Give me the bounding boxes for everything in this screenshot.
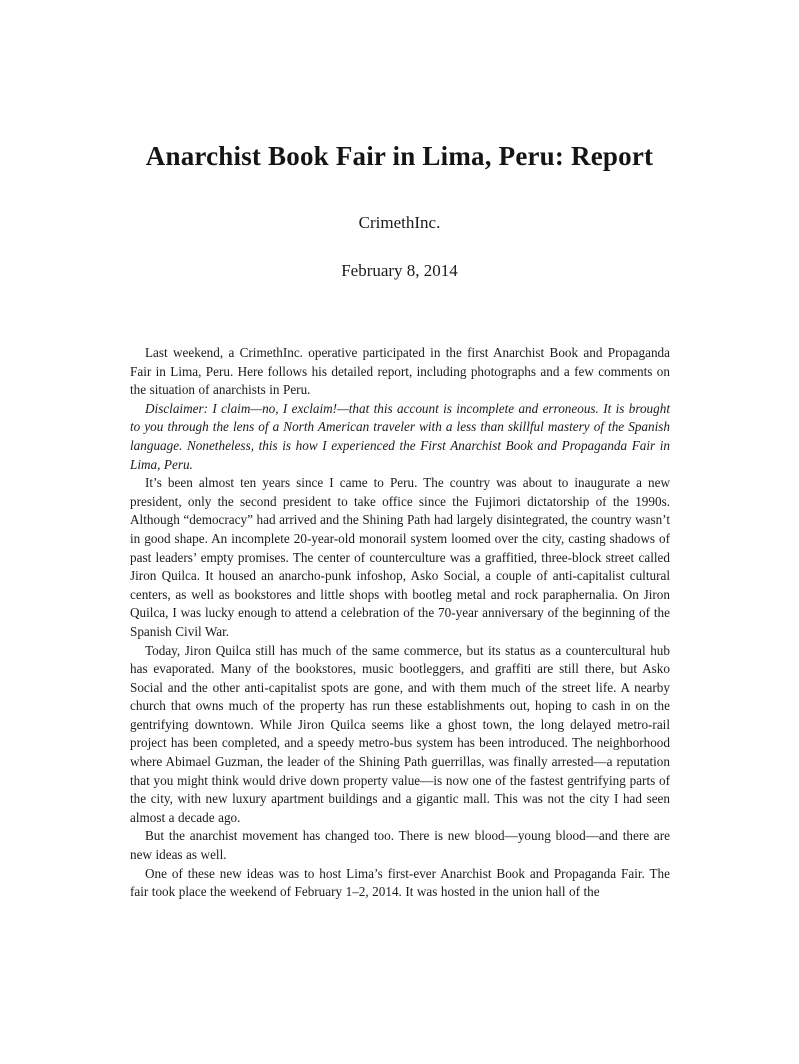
paragraph: It’s been almost ten years since I came to Peru. The country was about to inaugurate a new president, only the second president to take office since the Fujimori dictatorship of the 1990s. Although “democracy” had arrived and the Shining Path had largely disintegrated, the country wasn’t in good shape. An incomplete 20-year-old monorail system loomed over the city, casting shadows of past leaders’ empty promises. The center of counterculture was a graffitied, three-block street called Jiron Quilca. It housed an anarcho-punk infoshop, Asko Social, a couple of anti-capitalist cultural centers, as well as bookstores and little shops with bootleg metal and rock paraphernalia. On Jiron Quilca, I was lucky enough to attend a celebration of the 70-year anniversary of the beginning of the Spanish Civil War.	[130, 475, 670, 639]
paragraph: Today, Jiron Quilca still has much of the same commerce, but its status as a countercultural hub has evaporated. Many of the bookstores, music bootleggers, and graffiti are still there, but Asko Social and the other anti-capitalist spots are gone, and with them much of the street life. A nearby church that owns much of the property has run these establishments out, hoping to cash in on the gentrifying downtown. While Jiron Quilca seems like a ghost town, the long delayed metro-rail project has been completed, and a speedy metro-bus system has been introduced. The neighborhood where Abimael Guzman, the leader of the Shining Path guerrillas, was finally arrested—a reputation that you might think would drive down property value—is now one of the fastest gentrifying parts of the city, with new luxury apartment buildings and a gigantic mall. This was not the city I had seen almost a decade ago.	[130, 642, 670, 825]
document-title: Anarchist Book Fair in Lima, Peru: Report	[145, 141, 654, 171]
paragraph: Last weekend, a CrimethInc. operative participated in the first Anarchist Book and Propaganda Fair in Lima, Peru. Here follows his detailed report, including photographs and a few comments on the situation of anarchists in Peru.	[130, 345, 670, 398]
paragraph: Disclaimer: I claim—no, I exclaim!—that this account is incomplete and erroneous. It is brought to you through the lens of a North American traveler with a less than skillful mastery of the Spanish language. Nonetheless, this is how I experienced the First Anarchist Book and Propaganda Fair in Lima, Peru.	[130, 400, 670, 472]
document-paragraphs	[130, 344, 670, 902]
document-author: CrimethInc.	[358, 213, 441, 232]
document-date: February 8, 2014	[341, 261, 458, 280]
paragraph: One of these new ideas was to host Lima’s first-ever Anarchist Book and Propaganda Fair. The fair took place the weekend of February 1–2, 2014. It was hosted in the union hall of the	[130, 865, 670, 900]
paragraph: But the anarchist movement has changed too. There is new blood—young blood—and there are new ideas as well.	[130, 828, 670, 863]
